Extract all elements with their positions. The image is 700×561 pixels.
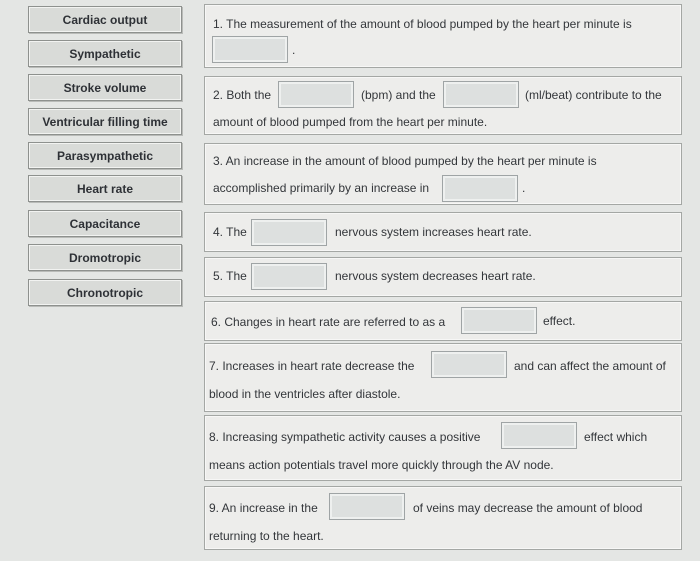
question-1 (204, 4, 682, 68)
term-dromotropic[interactable] (28, 244, 182, 271)
term-sympathetic[interactable] (28, 40, 182, 67)
term-label: Sympathetic (69, 46, 141, 61)
question-2-text-c: (ml/beat) contribute to the (525, 88, 662, 102)
question-2-text-b: (bpm) and the (361, 88, 436, 102)
question-5-text-a: 5. The (213, 269, 247, 283)
answer-slot-8[interactable] (501, 422, 577, 449)
answer-slot-7[interactable] (431, 351, 507, 378)
question-8-text-a: 8. Increasing sympathetic activity causes a positive (209, 430, 481, 444)
term-chronotropic[interactable] (28, 279, 182, 306)
question-8 (204, 415, 682, 481)
question-9-line2: returning to the heart. (209, 529, 324, 543)
question-5-text-b: nervous system decreases heart rate. (335, 269, 536, 283)
term-label: Capacitance (69, 216, 141, 231)
answer-slot-5[interactable] (251, 263, 327, 290)
answer-slot-2a[interactable] (278, 81, 354, 108)
question-7-text-b: and can affect the amount of (514, 359, 666, 373)
question-3-text: 3. An increase in the amount of blood pumped by the heart per minute is (213, 154, 597, 168)
term-label: Heart rate (76, 181, 134, 196)
question-3-text-a: accomplished primarily by an increase in (213, 181, 430, 195)
term-label: Ventricular filling time (42, 114, 168, 129)
question-4-text-a: 4. The (213, 225, 247, 239)
term-label: Parasympathetic (56, 148, 154, 163)
question-6 (204, 301, 682, 341)
question-6-text-b: effect. (543, 314, 576, 328)
term-cardiac-output[interactable] (28, 6, 182, 33)
question-8-line2: means action potentials travel more quickly through the AV node. (209, 458, 554, 472)
answer-slot-2b[interactable] (443, 81, 519, 108)
question-8-text-b: effect which (584, 430, 648, 444)
term-ventricular-filling-time[interactable] (28, 108, 182, 135)
question-4-text-b: nervous system increases heart rate. (335, 225, 532, 239)
question-7-text-a: 7. Increases in heart rate decrease the (209, 359, 415, 373)
question-9-text-a: 9. An increase in the (209, 501, 318, 515)
answer-slot-3[interactable] (442, 175, 518, 202)
term-capacitance[interactable] (28, 210, 182, 237)
answer-slot-1[interactable] (212, 36, 288, 63)
question-3 (204, 143, 682, 205)
term-heart-rate[interactable] (28, 175, 182, 202)
question-7-line2: blood in the ventricles after diastole. (209, 387, 401, 401)
question-9-text-b: of veins may decrease the amount of blood (413, 501, 643, 515)
answer-slot-4[interactable] (251, 219, 327, 246)
term-label: Chronotropic (67, 285, 143, 300)
question-2 (204, 76, 682, 135)
question-5 (204, 257, 682, 297)
answer-slot-9[interactable] (329, 493, 405, 520)
term-label: Stroke volume (63, 80, 147, 95)
question-7 (204, 343, 682, 412)
question-3-period: . (522, 181, 526, 195)
question-2-text-a: 2. Both the (213, 88, 272, 102)
question-1-period: . (292, 43, 296, 57)
question-1-text: 1. The measurement of the amount of blood pumped by the heart per minute is (213, 17, 632, 31)
question-4 (204, 212, 682, 252)
term-parasympathetic[interactable] (28, 142, 182, 169)
term-label: Cardiac output (62, 12, 148, 27)
question-9 (204, 486, 682, 550)
question-2-line2: amount of blood pumped from the heart per minute. (213, 115, 488, 129)
term-stroke-volume[interactable] (28, 74, 182, 101)
question-6-text-a: 6. Changes in heart rate are referred to as a (211, 315, 446, 329)
answer-slot-6[interactable] (461, 307, 537, 334)
term-label: Dromotropic (69, 250, 141, 265)
